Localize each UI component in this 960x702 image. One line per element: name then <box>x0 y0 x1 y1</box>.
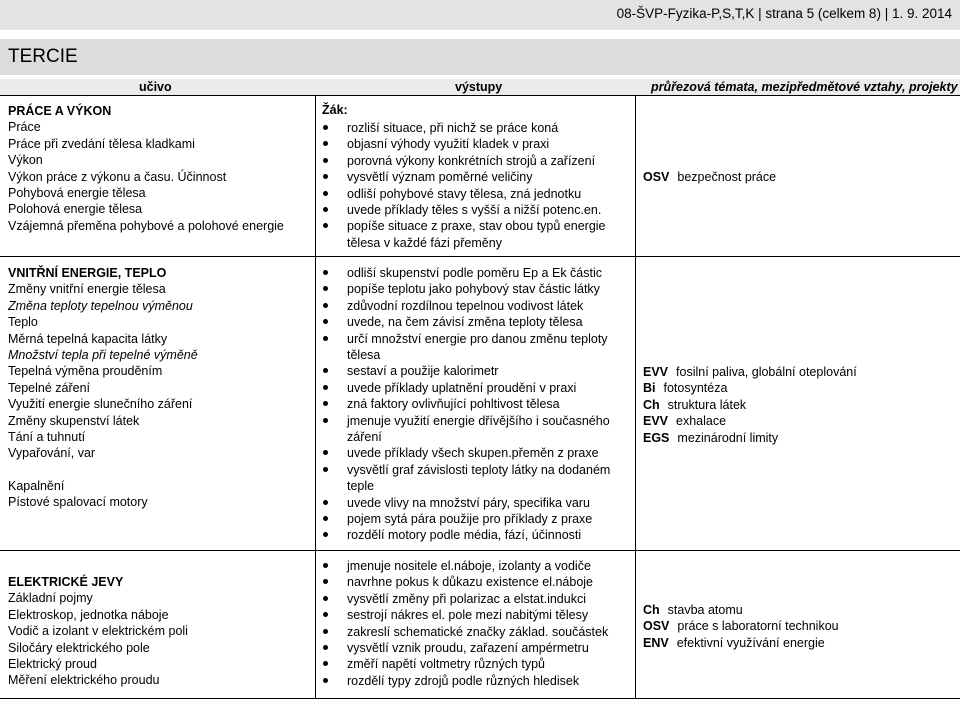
ucivo-item: Elektroskop, jednotka náboje <box>8 607 169 622</box>
ucivo-item: Základní pojmy <box>8 591 93 606</box>
column-header-vystupy: výstupy <box>455 80 503 94</box>
ucivo-item: Změny skupenství látek <box>8 413 140 428</box>
ucivo-item: Výkon <box>8 153 43 168</box>
ucivo-item: Práce <box>8 120 41 135</box>
vystup-item: objasní výhody využití kladek v praxi <box>322 136 637 152</box>
vystup-item: vysvětlí význam poměrné veličiny <box>322 169 637 185</box>
vystup-item: popíše teplotu jako pohybový stav částic látky <box>322 281 637 297</box>
table-rule <box>0 550 960 551</box>
tema-item: OSV bezpečnost práce <box>643 170 777 184</box>
ucivo-item: Vzájemná přeměna pohybové a polohové energie <box>8 218 284 233</box>
ucivo-item: Tepelné záření <box>8 380 91 395</box>
vystup-item: zdůvodní rozdílnou tepelnou vodivost látek <box>322 298 637 314</box>
vystup-item: určí množství energie pro danou změnu teploty tělesa <box>322 331 637 364</box>
vystup-item: vysvětlí vznik proudu, zařazení ampérmetru <box>322 640 608 656</box>
ucivo-item: Vypařování, var <box>8 446 96 461</box>
vystup-item: odliší skupenství podle poměru Ep a Ek částic <box>322 265 637 281</box>
ucivo-item: Pohybová energie tělesa <box>8 185 146 200</box>
grade-title: TERCIE <box>8 46 78 67</box>
vystup-item: porovná výkony konkrétních strojů a zařízení <box>322 153 637 169</box>
tema-item: ENV efektivní využívání energie <box>643 635 825 650</box>
ucivo-item: Využití energie slunečního záření <box>8 397 193 412</box>
section-ucivo-elektricke-jevy <box>8 574 188 689</box>
vystup-item: vysvětlí změny při polarizac a elstat.indukci <box>322 591 608 607</box>
vystup-item: uvede příklady těles s vyšší a nižší potenc.en. <box>322 202 637 218</box>
vystup-item: popíše situace z praxe, stav obou typů energie tělesa v každé fázi přeměny <box>322 218 637 251</box>
ucivo-item: Siločáry elektrického pole <box>8 640 150 655</box>
section-temata-prace-a-vykon <box>643 169 776 185</box>
grade-title-bar <box>0 39 960 75</box>
ucivo-item: Měření elektrického proudu <box>8 673 160 688</box>
zak-label: Žák: <box>322 103 348 117</box>
section-ucivo-vnitrni-energie <box>8 265 198 511</box>
vystup-item: pojem sytá pára použije pro příklady z praxe <box>322 511 637 527</box>
section-vystupy-vnitrni-energie <box>322 265 637 544</box>
column-header-ucivo: učivo <box>139 80 172 94</box>
vystup-item: sestrojí nákres el. pole mezi nabitými tělesy <box>322 607 608 623</box>
ucivo-item: Změna teploty tepelnou výměnou <box>8 298 193 313</box>
page-header <box>0 0 960 30</box>
vystup-item: rozliší situace, při nichž se práce koná <box>322 120 637 136</box>
section-heading: ELEKTRICKÉ JEVY <box>8 575 124 589</box>
vystup-item: sestaví a použije kalorimetr <box>322 363 637 379</box>
vystup-item: uvede vlivy na množství páry, specifika varu <box>322 495 637 511</box>
ucivo-item: Tepelná výměna prouděním <box>8 364 163 379</box>
section-vystupy-prace-a-vykon <box>322 120 637 251</box>
vystup-item: rozdělí typy zdrojů podle různých hledisek <box>322 673 608 689</box>
vystup-item: jmenuje využití energie dřívějšího i současného záření <box>322 413 637 446</box>
section-vystupy-elektricke-jevy <box>322 558 608 689</box>
ucivo-item: Tání a tuhnutí <box>8 429 86 444</box>
ucivo-item: Teplo <box>8 315 38 330</box>
vystup-item: vysvětlí graf závislosti teploty látky na dodaném teple <box>322 462 637 495</box>
ucivo-item: Práce při zvedání tělesa kladkami <box>8 136 195 151</box>
table-rule <box>0 256 960 257</box>
tema-item: EGS mezinárodní limity <box>643 430 779 445</box>
section-heading: PRÁCE A VÝKON <box>8 104 112 118</box>
table-rule <box>0 95 960 96</box>
column-divider <box>315 95 316 699</box>
vystup-item: uvede příklady všech skupen.přeměn z praxe <box>322 445 637 461</box>
vystup-item: zakreslí schematické značky základ. součástek <box>322 624 608 640</box>
section-ucivo-prace-a-vykon <box>8 103 284 234</box>
ucivo-item: Elektrický proud <box>8 656 97 671</box>
ucivo-item: Měrná tepelná kapacita látky <box>8 331 168 346</box>
ucivo-item: Polohová energie tělesa <box>8 202 143 217</box>
section-heading: VNITŘNÍ ENERGIE, TEPLO <box>8 266 167 280</box>
ucivo-item: Množství tepla při tepelné výměně <box>8 347 198 362</box>
tema-item: Ch struktura látek <box>643 397 747 412</box>
vystup-item: změří napětí voltmetry různých typů <box>322 656 608 672</box>
vystup-item: rozdělí motory podle média, fází, účinnosti <box>322 527 637 543</box>
tema-item: Bi fotosyntéza <box>643 381 728 396</box>
vystup-item: jmenuje nositele el.náboje, izolanty a vodiče <box>322 558 608 574</box>
ucivo-item: Výkon práce z výkonu a času. Účinnost <box>8 169 227 184</box>
ucivo-item: Kapalnění <box>8 479 65 494</box>
column-header-prurezova: průřezová témata, mezipředmětové vztahy, projekty <box>651 80 958 94</box>
ucivo-item: Pístové spalovací motory <box>8 495 148 510</box>
vystup-item: zná faktory ovlivňující pohltivost tělesa <box>322 396 637 412</box>
ucivo-item: Vodič a izolant v elektrickém poli <box>8 624 188 639</box>
vystup-item: uvede příklady uplatnění proudění v praxi <box>322 380 637 396</box>
tema-item: OSV práce s laboratorní technikou <box>643 619 839 634</box>
section-temata-elektricke-jevy <box>643 602 839 651</box>
vystup-item: navrhne pokus k důkazu existence el.náboje <box>322 574 608 590</box>
vystup-item: uvede, na čem závisí změna teploty tělesa <box>322 314 637 330</box>
ucivo-item: Změny vnitřní energie tělesa <box>8 282 166 297</box>
vystup-item: odliší pohybové stavy tělesa, zná jednotku <box>322 186 637 202</box>
page-header-text: 08-ŠVP-Fyzika-P,S,T,K | strana 5 (celkem 8) | 1. 9. 2014 <box>616 6 952 21</box>
ucivo-spacer <box>8 462 198 478</box>
tema-item: EVV fosilní paliva, globální oteplování <box>643 365 857 379</box>
section-temata-vnitrni-energie <box>643 364 857 446</box>
tema-item: Ch stavba atomu <box>643 603 743 617</box>
table-rule <box>0 698 960 699</box>
tema-item: EVV exhalace <box>643 414 727 429</box>
